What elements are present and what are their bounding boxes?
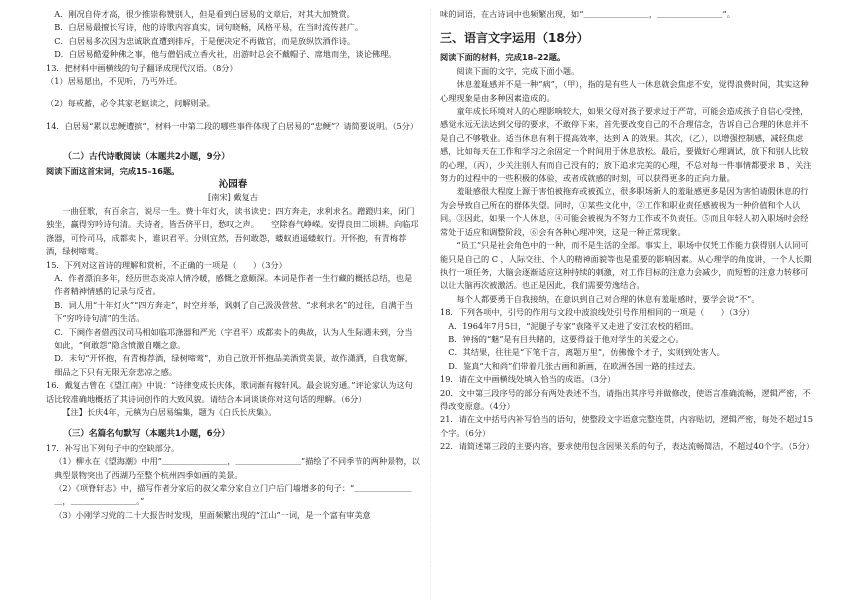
material-paragraph-5: 每个人都要勇于自我接纳，在意识到自己对合理的休息有羞耻感时，要学会说“不”。 — [456, 293, 760, 304]
material-paragraph-2: 童年成长环境对人的心理影响较大，如果父母对孩子要求过于严苛，可能会造成孩子自信心受挫，感觉永远无法达到父母的要求，不敢停下来，首先要改变自己的不合理信念，告诉自己合理的休息并不是自己不够敬业。适当休息有利于提高效率，达到 A 的效果。其次，（乙），以增强控制感，减轻焦虑感，比如每天在工作和学习之余固定一个时间用于休息放松。最后，要做好心理调试，放下和别人比较的心理，（丙），少关注别人有而自己没有的；放下追求完美的心理，不总对每一件事情都要求 B ，关注努力的过程中的一些积极的体验，或者成就感的时刻，可以获得更多的正向力量。 — [440, 106, 812, 184]
material-subinstruction: 阅读下面的文字，完成下面小题。 — [456, 65, 580, 76]
question-17-3-continued: 味的词语，在古诗词中也频繁出现，如“＿＿＿＿＿＿＿＿，＿＿＿＿＿＿＿＿”。 — [440, 9, 735, 19]
right-column — [440, 8, 814, 454]
material-paragraph-3: 羞耻感很大程度上源于害怕被拖弃或被孤立，很多职场新人的羞耻感更多是因为害怕请假休息的行为会导致自己所在的群体失望。同时，①某些文化中，②工作和职业责任感被视为一种价值和个人认同。③因此，如果一个人休息，④可能会被视为不努力工作或不负责任。⑤而且年轻人初入职场时会经常处于适应和调整阶段，⑥会有各种心理冲突，这是一种正常现象。 — [440, 186, 809, 237]
question-20: 20．文中第三段序号的部分有两处表述不当，请指出其序号并做修改，使语言准确流畅，逻辑严密，不得改变原意。（4分） — [440, 387, 811, 411]
poem-title: 沁园春 — [218, 179, 248, 191]
q15-option-a: A．作者漂泊多年，经历世态炎凉人情冷暖，感慨之意颇深。本词是作者一生行藏的概括总结，也是作者精神情感的记录与反省。 — [54, 272, 413, 297]
section-2-intro: 阅读下面这首宋词，完成15–16题。 — [46, 165, 180, 176]
q12-option-c: C．白居易多次因为忠诚耿直遭到排斥，于是便决定不再做官，而是放纵饮酒作诗。 — [54, 35, 356, 46]
q15-option-d: D．末句“开怀抱，有青梅荐酒，绿树啼莺”，劝自己放开怀抱品美酒赏美景，故作潇洒，自我宽解，细品之下只有无限无奈悲凉之感。 — [54, 353, 413, 377]
q12-option-a: A．刚况自侍才高，很少推崇称赞别人，但是看到白居易的文章后，对其大加赞赏。 — [54, 9, 355, 19]
section-2-heading: （二）古代诗歌阅读（本题共2小题，9分） — [63, 152, 230, 163]
q12-option-d: D．白居易酷爱种佛之事，他与僧侣成立香火社，出游时总会不戴帽子、席地而坐，谈论佛理。 — [54, 49, 397, 60]
question-17-2: （2）《项脊轩志》中，描写作者分家后的叔父辈分家自立门户后门墙增多的句子：“＿＿＿＿＿＿＿＿，＿＿＿＿＿＿＿＿。” — [54, 483, 412, 507]
q18-option-b: B．钟扬的“魅”是有目共睹的，这要得益于他对学生的关爱之心。 — [448, 333, 684, 344]
column-divider — [430, 8, 431, 598]
question-18: 18．下列各项中，引号的作用与文段中波浪线处引号作用相同的一项是（ ）（3分） — [440, 307, 755, 318]
q18-option-a: A．1964年7月5日，“泥腿子专家”袁隆平又走进了安江农校的稻田。 — [448, 320, 699, 331]
poem-author: [南宋] 戴复古 — [208, 192, 258, 203]
q15-option-b: B．词人用“十年灯火”“四方奔走”，时空并举，讽刺了自己汲汲营营、“求利求名”的过往，自满于当下“穷吟诗句清”的生活。 — [54, 299, 413, 324]
material-paragraph-4: “员工”只是社会角色中的一种，而不是生活的全部。事实上，职场中仅凭工作能力获得别人认同可能只是自己的 C ，人际交往、个人的精神面貌等也是重要的影响因素。从心理学的角度讲，一个人长期执行一项任务，大脑会逐渐适应这种持续的刺激，对工作目标的注意力会减少，而短暂的注意力转移可以让大脑再次被激活。也正是因此，我们需要劳逸结合。 — [440, 240, 812, 291]
question-17-1: （1）柳永在《望海潮》中用“＿＿＿＿＿＿＿＿，＿＿＿＿＿＿＿＿”描绘了不同季节的两种景物，以典型景物突出了西湖乃至整个杭州四季如画的美景。 — [54, 456, 420, 480]
question-14: 14．白居易“累以忠鲠遭摈”，材料一中第二段的哪些事件体现了白居易的“忠鲠”？请简要说明。（5分） — [46, 120, 419, 131]
poem-body: 一曲狂歌，有百余言，说尽一生。费十年灯火，读书读史；四方奔走，求利求名。蹭蹬归来，闭门独坐，赢得穷吟诗句清。夫诗者，皆吾侪平日，愁叹之声。 空除春气峥嵘。安得良田二顷耕。向临邛涤器，可怜司马，成都卖卜，谁识君平。分则宜然，吾何敢怨，蝼蚁逍遥蝼蚁行。开怀抱，有青梅荐酒，绿树啼莺。 — [46, 205, 419, 257]
section-heading-language: 三、语言文字运用（18分） — [440, 31, 589, 46]
material-instruction: 阅读下面的材料，完成18–22题。 — [440, 52, 566, 63]
question-22: 22．请简述第三段的主要内容，要求使用包含因果关系的句子，表达流畅简洁，不超过40个字。（5分） — [440, 441, 815, 452]
left-column — [46, 8, 420, 522]
material-paragraph-1: 休息羞耻感并不是一种“病”，（甲），指的是有些人一休息就会焦虑不安，觉得浪费时间，其实这种心理现象是由多种因素造成的。 — [440, 79, 809, 103]
question-13-2: （2）每戒蓄，必令其家老妪读之，问解则录。 — [46, 98, 215, 109]
question-17-3: （3）小刚学习党的二十大报告时发现，里面频繁出现的“江山”一词，是一个富有审美意 — [54, 509, 371, 520]
question-19: 19．请在文中画横线处填入恰当的成语。（3分） — [440, 374, 616, 385]
q12-option-b: B．白居易最擅长写诗，他的诗歌内容真实，词句晓畅，风格平易，在当时流传甚广。 — [54, 22, 364, 33]
question-21: 21．请在文中括号内补写恰当的语句，使整段文字语意完整连贯，内容贴切，逻辑严密，每处不超过15个字。（6分） — [440, 414, 813, 438]
question-16: 16．戴复古曾在《望江南》中说：“诗律变成长庆体，歌词渐有稼轩风。最会说穷通。”评论家认为这句话比较准确地概括了其诗词创作的大致风貌。请结合本词谈谈你对这句话的理解。（6分） — [46, 380, 413, 404]
question-13: 13．把材料中画横线的句子翻译成现代汉语。（8分） — [46, 62, 238, 73]
question-13-1: （1）居易愿出，不见听，乃丐外迁。 — [46, 76, 183, 87]
q18-option-c: C．其结果，往往是“下笔千言，离题万里”，仿佛像个才子，实则到处害人。 — [448, 347, 725, 358]
section-3-heading: （三）名篇名句默写（本题共1小题，6分） — [63, 429, 230, 440]
q16-note: 【注】长庆4年，元稹为白居易编集，题为《白氏长庆集》。 — [62, 406, 277, 417]
question-17: 17．补写出下列句子中的空缺部分。 — [46, 442, 180, 453]
q18-option-d: D．鉴真“大和尚”们带着几张古画和新画，在欧洲各国一路的挂过去。 — [448, 360, 701, 371]
q15-option-c: C．下阕作者借西汉司马相如临邛涤器和严光（字君平）成都卖卜的典故，认为人生际遇未到，分当如此，“何敢怨”隐含愤激自嘲之意。 — [54, 326, 413, 350]
question-15: 15．下列对这首诗的理解和赏析，不正确的一项是（ ）（3分） — [46, 259, 287, 270]
